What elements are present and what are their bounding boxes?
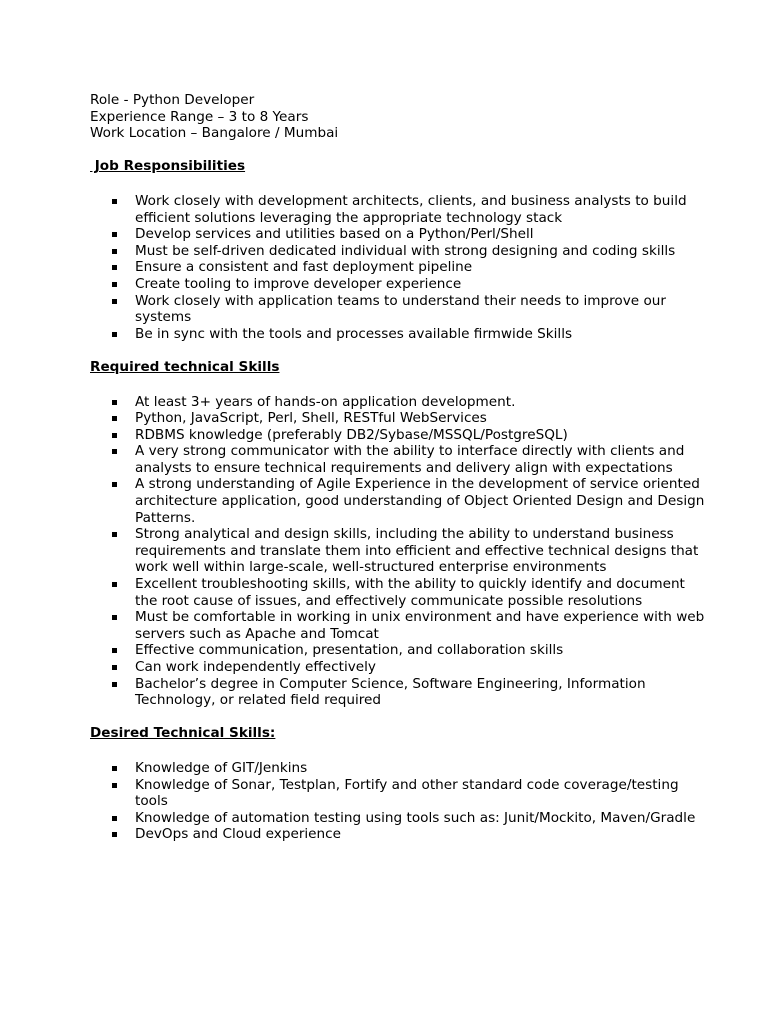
list-item xyxy=(90,394,710,411)
list-item-text: Excellent troubleshooting skills, with the ability to quickly identify and document the root cause of issues, and effectively communicate possible resolutions xyxy=(135,576,685,609)
section-spacer xyxy=(90,709,710,726)
square-bullet-icon xyxy=(112,332,117,337)
square-bullet-icon xyxy=(112,265,117,270)
sections-container xyxy=(90,142,710,843)
list-item xyxy=(90,410,710,427)
square-bullet-icon xyxy=(112,433,117,438)
role-line: Role - Python Developer xyxy=(90,92,255,108)
list-item xyxy=(90,243,710,260)
square-bullet-icon xyxy=(112,249,117,254)
bullet-list-job-responsibilities xyxy=(90,193,710,342)
list-item xyxy=(90,659,710,676)
list-item-text: Knowledge of GIT/Jenkins xyxy=(135,759,308,776)
section-heading-required-technical-skills: Required technical Skills xyxy=(90,358,280,375)
list-item xyxy=(90,259,710,276)
list-item-text: Python, JavaScript, Perl, Shell, RESTful WebServices xyxy=(135,410,487,427)
square-bullet-icon xyxy=(112,832,117,837)
list-item-text: Effective communication, presentation, and collaboration skills xyxy=(135,642,564,659)
list-item xyxy=(90,576,710,609)
list-item-text: DevOps and Cloud experience xyxy=(135,826,341,843)
list-item-text: Develop services and utilities based on a Python/Perl/Shell xyxy=(135,226,534,243)
list-item-text: Strong analytical and design skills, including the ability to understand business requirements and translate them into efficient and effective technical designs that work well within large-scale, well-structured enterprise environments xyxy=(135,526,699,576)
list-item xyxy=(90,676,710,709)
heading-spacer xyxy=(90,376,710,394)
square-bullet-icon xyxy=(112,199,117,204)
list-item-text: Must be self-driven dedicated individual with strong designing and coding skills xyxy=(135,242,676,259)
experience-line: Experience Range – 3 to 8 Years xyxy=(90,108,309,125)
list-item-text: Knowledge of automation testing using tools such as: Junit/Mockito, Maven/Gradle xyxy=(135,809,696,826)
list-item xyxy=(90,760,710,777)
square-bullet-icon xyxy=(112,232,117,237)
list-item xyxy=(90,642,710,659)
list-item-text: Bachelor’s degree in Computer Science, Software Engineering, Information Technology, or related field required xyxy=(135,675,646,709)
list-item xyxy=(90,810,710,827)
list-item-text: A strong understanding of Agile Experience in the development of service oriented architecture application, good understanding of Object Oriented Design and Design Patterns. xyxy=(135,476,705,526)
list-item-text: Work closely with development architects, clients, and business analysts to build efficient solutions leveraging the appropriate technology stack xyxy=(135,192,687,226)
section-spacer xyxy=(90,342,710,359)
square-bullet-icon xyxy=(112,766,117,771)
square-bullet-icon xyxy=(112,299,117,304)
square-bullet-icon xyxy=(112,582,117,587)
bullet-list-required-technical-skills xyxy=(90,394,710,709)
square-bullet-icon xyxy=(112,482,117,487)
list-item xyxy=(90,293,710,326)
list-item-text: Ensure a consistent and fast deployment pipeline xyxy=(135,259,473,276)
square-bullet-icon xyxy=(112,665,117,670)
square-bullet-icon xyxy=(112,400,117,405)
square-bullet-icon xyxy=(112,816,117,821)
section-heading-job-responsibilities: Job Responsibilities xyxy=(90,158,246,175)
square-bullet-icon xyxy=(112,682,117,687)
list-item-text: RDBMS knowledge (preferably DB2/Sybase/MSSQL/PostgreSQL) xyxy=(135,426,568,443)
square-bullet-icon xyxy=(112,282,117,287)
list-item-text: Can work independently effectively xyxy=(135,659,376,675)
section-spacer xyxy=(90,142,710,159)
list-item-text: Be in sync with the tools and processes available firmwide Skills xyxy=(135,325,573,342)
list-item xyxy=(90,476,710,526)
list-item-text: Create tooling to improve developer experience xyxy=(135,275,462,292)
square-bullet-icon xyxy=(112,449,117,454)
list-item xyxy=(90,226,710,243)
square-bullet-icon xyxy=(112,783,117,788)
list-item-text: At least 3+ years of hands-on application development. xyxy=(135,393,516,410)
list-item xyxy=(90,526,710,576)
list-item-text: Knowledge of Sonar, Testplan, Fortify and other standard code coverage/testing tools xyxy=(135,776,679,810)
list-item xyxy=(90,443,710,476)
square-bullet-icon xyxy=(112,648,117,653)
square-bullet-icon xyxy=(112,416,117,421)
list-item xyxy=(90,276,710,293)
list-item xyxy=(90,326,710,343)
location-line: Work Location – Bangalore / Mumbai xyxy=(90,125,339,142)
list-item-text: Must be comfortable in working in unix environment and have experience with web servers such as Apache and Tomcat xyxy=(135,609,705,642)
list-item xyxy=(90,777,710,810)
list-item xyxy=(90,826,710,843)
list-item xyxy=(90,609,710,642)
list-item-text: Work closely with application teams to understand their needs to improve our systems xyxy=(135,292,666,326)
list-item xyxy=(90,427,710,444)
square-bullet-icon xyxy=(112,615,117,620)
list-item-text: A very strong communicator with the ability to interface directly with clients and analysts to ensure technical requirements and delivery align with expectations xyxy=(135,443,685,476)
document-page xyxy=(90,92,710,843)
heading-spacer xyxy=(90,742,710,760)
square-bullet-icon xyxy=(112,532,117,537)
section-heading-desired-technical-skills: Desired Technical Skills: xyxy=(90,725,276,742)
heading-spacer xyxy=(90,175,710,193)
list-item xyxy=(90,193,710,226)
bullet-list-desired-technical-skills xyxy=(90,760,710,843)
